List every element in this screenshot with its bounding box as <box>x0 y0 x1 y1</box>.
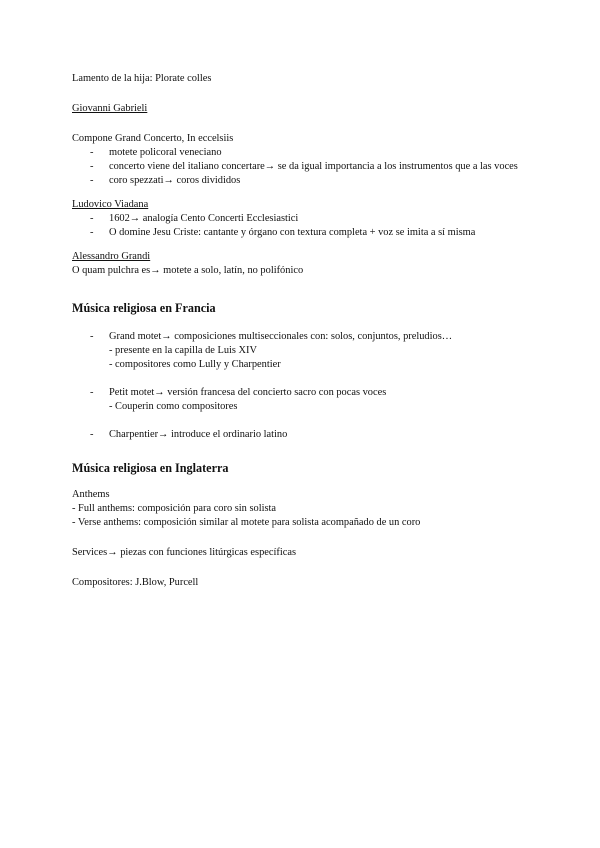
list-subitem <box>72 358 532 372</box>
paragraph-anthems: Anthems <box>72 489 110 500</box>
section-heading-francia: Música religiosa en Francia <box>72 301 216 315</box>
paragraph-lamento: Lamento de la hija: Plorate colles <box>72 73 212 84</box>
paragraph-gabrieli-intro: Compone Grand Concerto, In eccelsiis <box>72 133 234 144</box>
list-dash: - <box>90 161 94 172</box>
list-item <box>72 386 532 400</box>
list-dash: - <box>90 227 94 238</box>
list-item <box>72 174 532 188</box>
paragraph-grandi: O quam pulchra es→ motete a solo, latín, no polifónico <box>72 265 304 276</box>
list-francia <box>72 330 532 442</box>
list-gabrieli <box>72 146 532 188</box>
document-page <box>72 72 532 590</box>
list-dash: - <box>90 387 94 398</box>
list-item-text: Charpentier→ introduce el ordinario latino <box>109 429 288 440</box>
paragraph-verse-anthems: - Verse anthems: composición similar al motete para solista acompañado de un coro <box>72 517 421 528</box>
list-subitem-text: - presente en la capilla de Luis XIV <box>109 345 258 356</box>
list-dash: - <box>90 147 94 158</box>
list-item-text: O domine Jesu Criste: cantante y órgano con textura completa + voz se imita a sí misma <box>109 227 476 238</box>
heading-grandi: Alessandro Grandi <box>72 251 151 262</box>
list-item <box>72 428 532 442</box>
list-item <box>72 212 532 226</box>
list-item-text: motete policoral veneciano <box>109 147 222 158</box>
list-item <box>72 330 532 344</box>
list-item-text: concerto viene del italiano concertare→ se da igual importancia a los instrumentos que a las voces <box>109 161 518 172</box>
list-subitem <box>72 400 532 414</box>
list-subitem-text: - compositores como Lully y Charpentier <box>109 359 281 370</box>
paragraph-services: Services→ piezas con funciones litúrgicas específicas <box>72 547 296 558</box>
list-item-text: coro spezzati→ coros divididos <box>109 175 241 186</box>
paragraph-full-anthems: - Full anthems: composición para coro sin solista <box>72 503 277 514</box>
list-subitem <box>72 344 532 358</box>
list-item-text: 1602→ analogía Cento Concerti Ecclesiastici <box>109 213 299 224</box>
list-dash: - <box>90 213 94 224</box>
list-viadana <box>72 212 532 240</box>
list-item <box>72 146 532 160</box>
list-item <box>72 226 532 240</box>
list-dash: - <box>90 331 94 342</box>
list-dash: - <box>90 429 94 440</box>
heading-gabrieli: Giovanni Gabrieli <box>72 103 148 114</box>
list-item <box>72 160 532 174</box>
list-subitem-text: - Couperin como compositores <box>109 401 238 412</box>
list-item-text: Grand motet→ composiciones multiseccionales con: solos, conjuntos, preludios… <box>109 331 453 342</box>
list-dash: - <box>90 175 94 186</box>
paragraph-compositores: Compositores: J.Blow, Purcell <box>72 577 199 588</box>
section-heading-inglaterra: Música religiosa en Inglaterra <box>72 461 229 475</box>
list-item-text: Petit motet→ versión francesa del concierto sacro con pocas voces <box>109 387 387 398</box>
heading-viadana: Ludovico Viadana <box>72 199 149 210</box>
